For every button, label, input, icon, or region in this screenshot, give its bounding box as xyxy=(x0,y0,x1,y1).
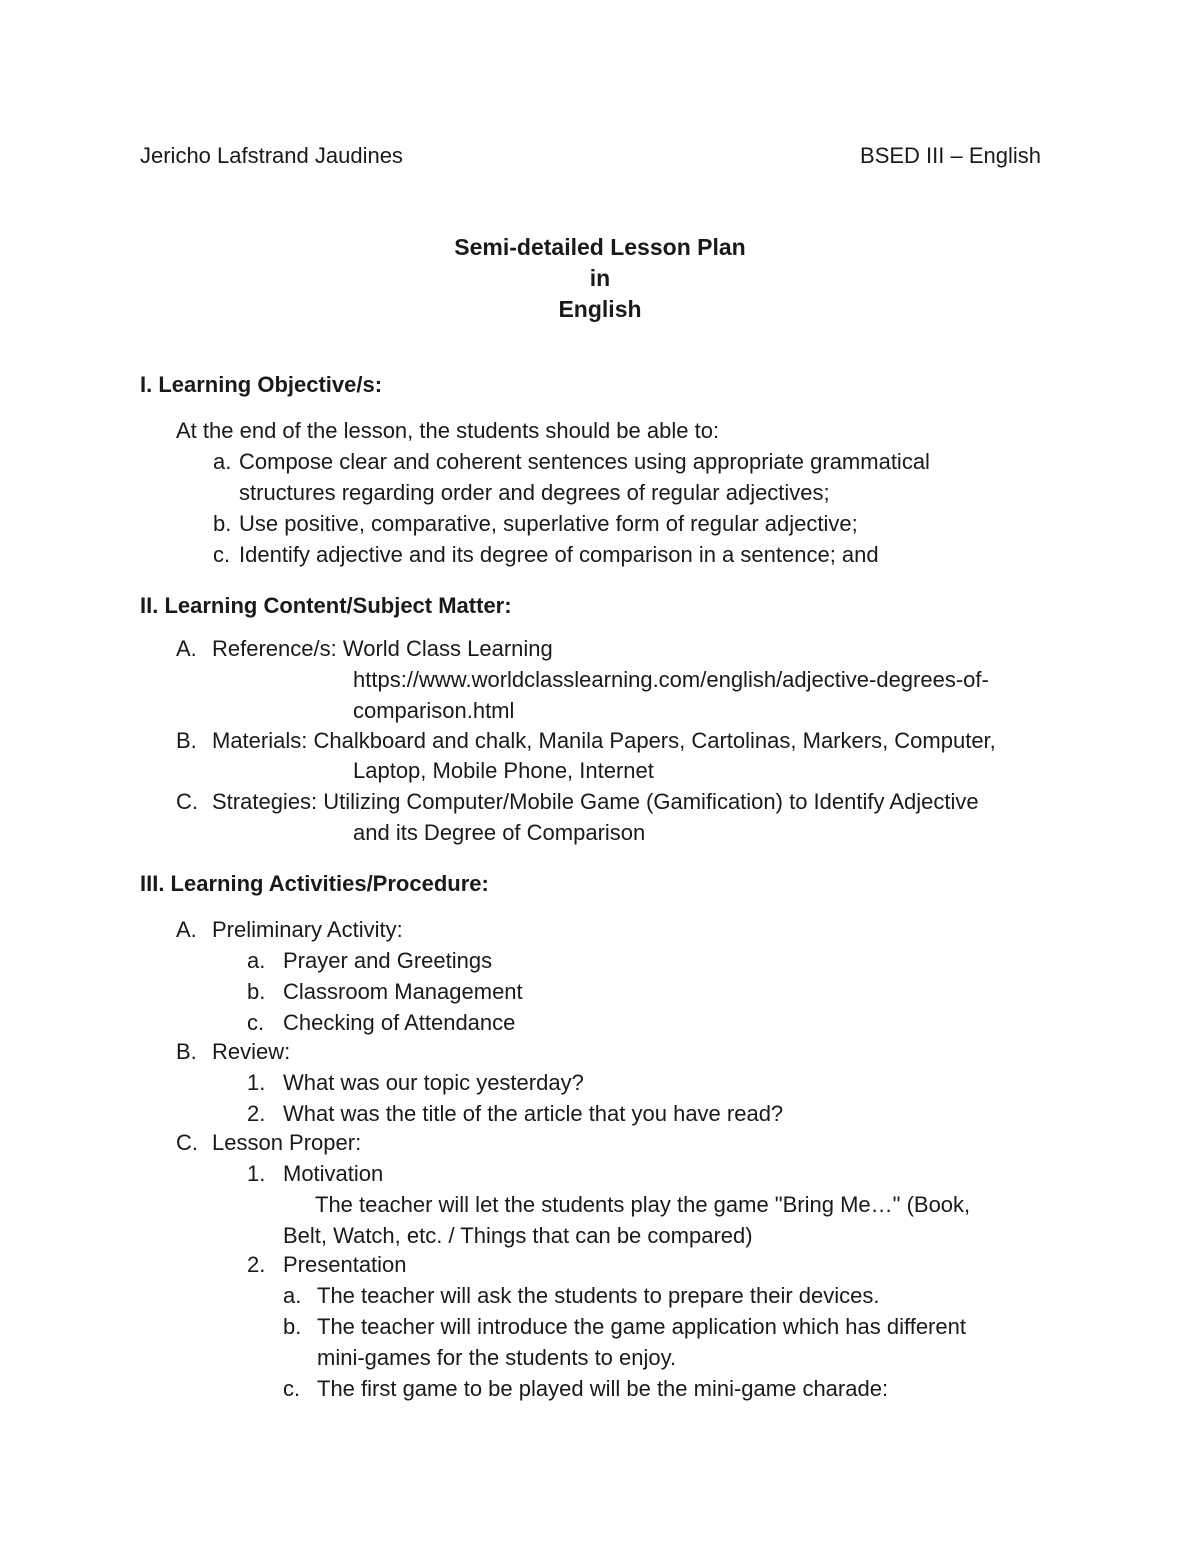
reference-url-continuation: comparison.html xyxy=(353,698,515,723)
reference-item: Reference/s: World Class Learning xyxy=(212,636,553,661)
objective-item: Use positive, comparative, superlative form of regular adjective; xyxy=(239,511,858,536)
list-item-continuation: mini-games for the students to enjoy. xyxy=(317,1345,677,1370)
motivation-heading: Motivation xyxy=(283,1161,384,1186)
list-item: Prayer and Greetings xyxy=(283,948,493,973)
list-item: The first game to be played will be the mini-game charade: xyxy=(317,1376,889,1401)
section-heading-activities: III. Learning Activities/Procedure: xyxy=(140,871,489,896)
section-heading-objectives: I. Learning Objective/s: xyxy=(140,372,383,397)
list-marker: A. xyxy=(176,917,197,942)
list-item: The teacher will introduce the game application which has different xyxy=(317,1314,966,1339)
section-heading-content: II. Learning Content/Subject Matter: xyxy=(140,593,512,618)
list-item: Classroom Management xyxy=(283,979,523,1004)
materials-continuation: Laptop, Mobile Phone, Internet xyxy=(353,758,654,783)
list-item: Checking of Attendance xyxy=(283,1010,516,1035)
list-marker: C. xyxy=(176,789,198,814)
review-heading: Review: xyxy=(212,1039,291,1064)
presentation-heading: Presentation xyxy=(283,1252,407,1277)
page-title-in: in xyxy=(589,265,611,291)
course-label: BSED III – English xyxy=(860,143,1041,168)
motivation-text-continuation: Belt, Watch, etc. / Things that can be compared) xyxy=(283,1223,753,1248)
list-marker: 1. xyxy=(247,1070,266,1095)
preliminary-activity: Preliminary Activity: xyxy=(212,917,403,942)
strategies-continuation: and its Degree of Comparison xyxy=(353,820,646,845)
list-item: What was our topic yesterday? xyxy=(283,1070,584,1095)
list-marker: a. xyxy=(283,1283,302,1308)
list-marker: c. xyxy=(247,1010,265,1035)
list-marker: C. xyxy=(176,1130,198,1155)
list-marker: B. xyxy=(176,728,197,753)
list-marker: c. xyxy=(283,1376,301,1401)
list-marker: a. xyxy=(213,449,232,474)
list-marker: b. xyxy=(213,511,232,536)
lesson-proper-heading: Lesson Proper: xyxy=(212,1130,362,1155)
list-marker: c. xyxy=(213,542,231,567)
objective-item: Compose clear and coherent sentences using appropriate grammatical xyxy=(239,449,930,474)
reference-url: https://www.worldclasslearning.com/english/adjective-degrees-of- xyxy=(353,667,989,692)
motivation-text: The teacher will let the students play the game "Bring Me…" (Book, xyxy=(315,1192,971,1217)
objective-item-continuation: structures regarding order and degrees of regular adjectives; xyxy=(239,480,830,505)
list-marker: 2. xyxy=(247,1101,266,1126)
list-marker: B. xyxy=(176,1039,197,1064)
list-marker: b. xyxy=(247,979,266,1004)
list-marker: A. xyxy=(176,636,197,661)
list-marker: b. xyxy=(283,1314,302,1339)
objectives-intro: At the end of the lesson, the students should be able to: xyxy=(176,418,720,443)
list-item: The teacher will ask the students to prepare their devices. xyxy=(317,1283,880,1308)
author-name: Jericho Lafstrand Jaudines xyxy=(140,143,403,168)
materials-item: Materials: Chalkboard and chalk, Manila Papers, Cartolinas, Markers, Computer, xyxy=(212,728,996,753)
list-marker: 1. xyxy=(247,1161,266,1186)
list-marker: a. xyxy=(247,948,266,973)
list-item: What was the title of the article that you have read? xyxy=(283,1101,784,1126)
strategies-item: Strategies: Utilizing Computer/Mobile Game (Gamification) to Identify Adjective xyxy=(212,789,979,814)
list-marker: 2. xyxy=(247,1252,266,1277)
page-title-subject: English xyxy=(558,296,642,322)
objective-item: Identify adjective and its degree of comparison in a sentence; and xyxy=(239,542,879,567)
page-title: Semi-detailed Lesson Plan xyxy=(454,234,746,260)
